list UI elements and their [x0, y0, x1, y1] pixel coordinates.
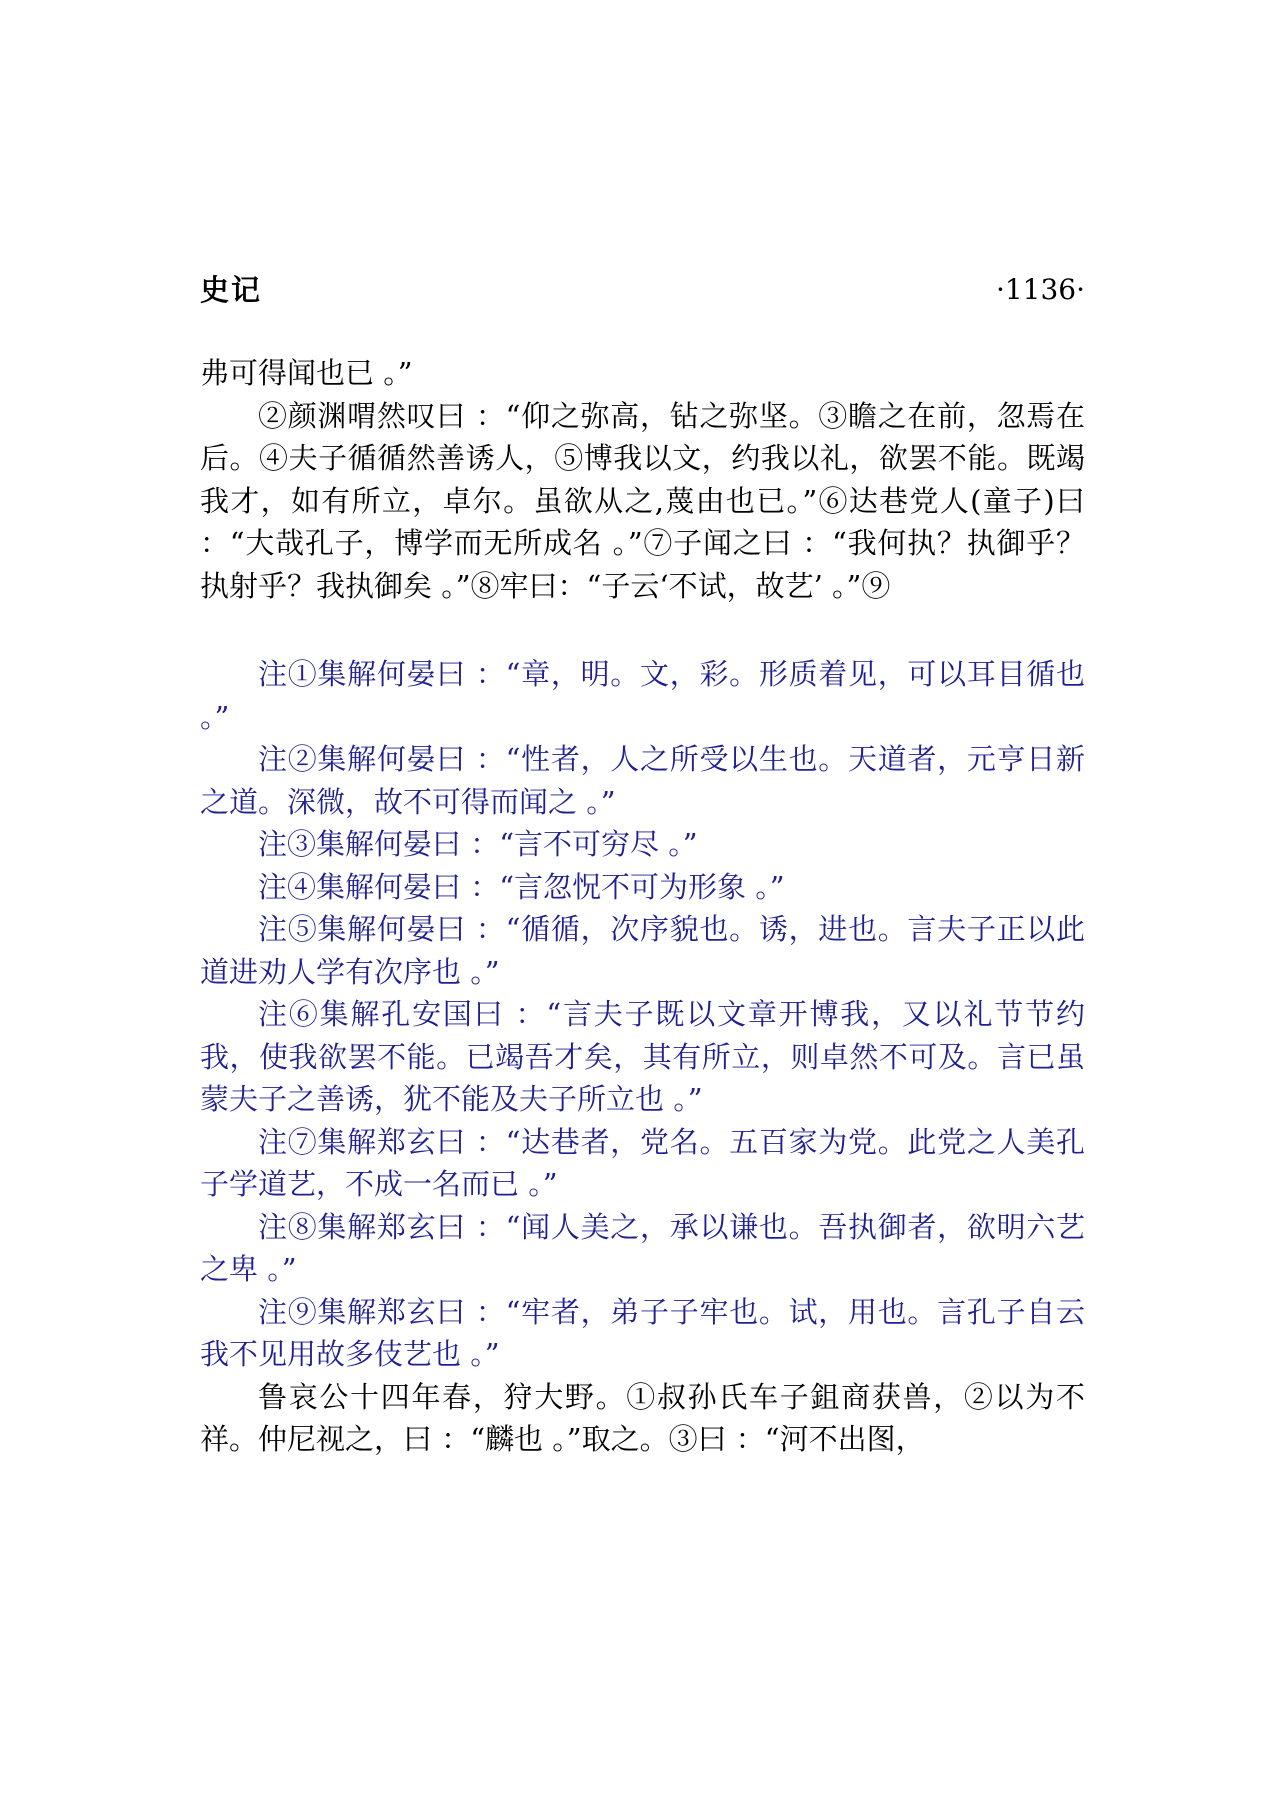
note-1: 注①集解何晏曰 ：“章，明。文，彩。形质着见，可以耳目循也 。”: [200, 657, 1085, 734]
note-4: 注④集解何晏曰 ：“言忽怳不可为形象 。”: [258, 869, 785, 904]
closing-paragraph: 鲁哀公十四年春，狩大野。①叔孙氏车子鉏商获兽，②以为不祥。仲尼视之，曰 ：“麟也 。”取之。③曰 ：“河不出图，: [200, 1379, 1085, 1456]
note-9: 注⑨集解郑玄曰 ：“牢者，弟子子牢也。试，用也。言孔子自云我不见用故多伎艺也 。”: [200, 1294, 1085, 1371]
note-7: 注⑦集解郑玄曰 ：“达巷者，党名。五百家为党。此党之人美孔子学道艺，不成一名而已 。”: [200, 1124, 1085, 1201]
book-title: 史记: [200, 273, 263, 307]
main-paragraph-1: 弗可得闻也已 。”: [200, 356, 413, 390]
note-8: 注⑧集解郑玄曰 ：“闻人美之，承以谦也。吾执御者，欲明六艺之卑 。”: [200, 1209, 1085, 1286]
note-3: 注③集解何晏曰 ：“言不可穷尽 。”: [258, 827, 698, 861]
section-gap: [200, 607, 1085, 653]
note-5: 注⑤集解何晏曰 ：“循循，次序貌也。诱，进也。言夫子正以此道进劝人学有次序也 。”: [200, 912, 1085, 989]
page-header: [200, 270, 1085, 316]
main-paragraph-2: ②颜渊喟然叹曰 ：“仰之弥高，钻之弥坚。③瞻之在前，忽焉在后。④夫子循循然善诱人，⑤博我以文，约我以礼，欲罢不能。既竭我才，如有所立，卓尔。虽欲从之,蔑由也已。”⑥达巷党人(童子)曰 ：“大哉孔子，博学而无所成名 。”⑦子闻之曰 ：“我何执？执御乎？执射乎？我执御矣 。”⑧牢曰：“子云‘不试，故艺’ 。”⑨: [200, 398, 1085, 603]
note-6: 注⑥集解孔安国曰 ：“言夫子既以文章开博我，又以礼节节约我，使我欲罢不能。已竭吾才矣，其有所立，则卓然不可及。言已虽蒙夫子之善诱，犹不能及夫子所立也 。”: [200, 997, 1085, 1116]
body-text: [200, 352, 1085, 1461]
page: [200, 270, 1085, 1461]
page-number: ·1136·: [995, 273, 1085, 306]
note-2: 注②集解何晏曰 ：“性者，人之所受以生也。天道者，元亨日新之道。深微，故不可得而闻之 。”: [200, 742, 1085, 819]
